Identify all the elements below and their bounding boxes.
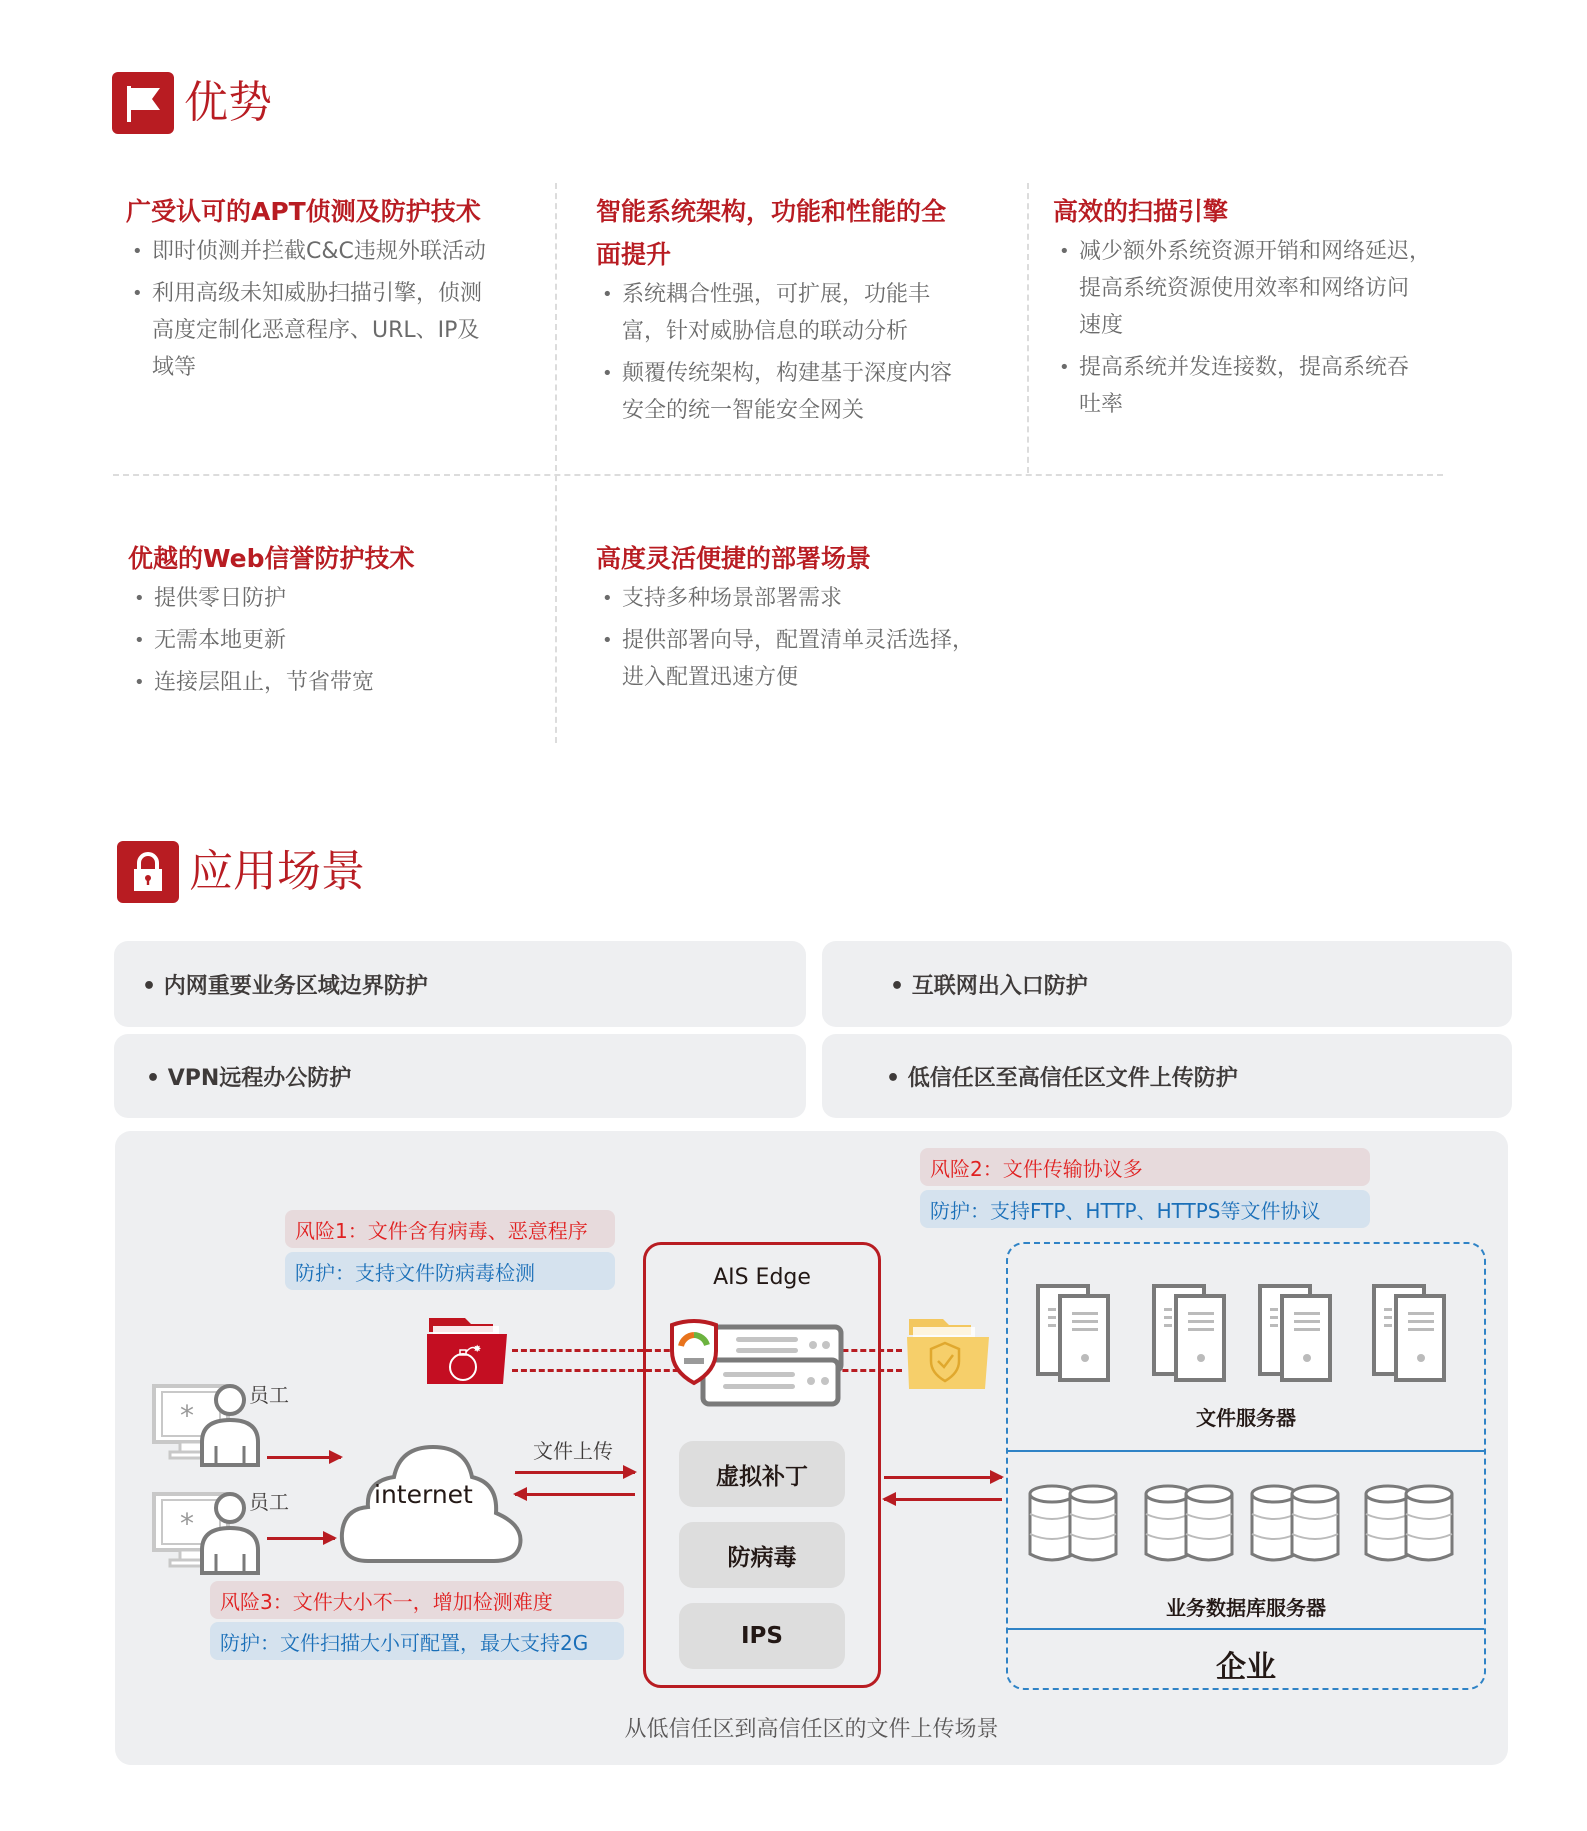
module-antivirus: 防病毒 xyxy=(679,1522,845,1588)
database-server-icons xyxy=(1026,1482,1476,1576)
employee-label: 员工 xyxy=(249,1383,289,1407)
advantage-bullet: • 减少额外系统资源开销和网络延迟， 提高系统资源使用效率和网络访问 速度 xyxy=(1053,233,1473,344)
scenario-item: • 内网重要业务区域边界防护 xyxy=(114,941,806,1027)
ais-edge-title: AIS Edge xyxy=(713,1265,811,1290)
advantages-title: 优势 xyxy=(184,77,272,128)
gateway-server-icon xyxy=(668,1315,858,1419)
advantage-card xyxy=(596,537,1036,701)
protect-tag: 防护：支持FTP、HTTP、HTTPS等文件协议 xyxy=(920,1190,1370,1228)
risk-tag: 风险2：文件传输协议多 xyxy=(920,1148,1370,1186)
risk-tag: 风险1：文件含有病毒、恶意程序 xyxy=(285,1210,615,1248)
employee-workstation-icon xyxy=(150,1488,260,1587)
module-virtual-patch: 虚拟补丁 xyxy=(679,1441,845,1507)
scenario-item: • 互联网出入口防护 xyxy=(822,941,1512,1027)
arrow-right xyxy=(267,1456,341,1459)
advantage-bullet: • 利用高级未知威胁扫描引擎，侦测 高度定制化恶意程序、URL、IP及 域等 xyxy=(126,275,546,386)
advantage-title: 优越的Web信誉防护技术 xyxy=(128,544,415,573)
safe-folder-icon xyxy=(905,1315,991,1395)
malicious-folder-icon xyxy=(423,1312,511,1392)
advantage-bullet: • 连接层阻止，节省带宽 xyxy=(128,664,548,701)
diagram-caption: 从低信任区到高信任区的文件上传场景 xyxy=(624,1717,999,1742)
advantage-title: 智能系统架构，功能和性能的全 面提升 xyxy=(596,197,947,269)
enterprise-zone xyxy=(1006,1242,1486,1690)
internet-label: internet xyxy=(374,1480,473,1509)
advantage-bullet: • 颠覆传统架构，构建基于深度内容 安全的统一智能安全网关 xyxy=(596,355,1016,429)
protect-tag: 防护：支持文件防病毒检测 xyxy=(285,1252,615,1290)
lock-icon xyxy=(117,841,179,903)
advantage-card xyxy=(126,190,546,391)
divider-horizontal xyxy=(113,474,1443,476)
advantage-title: 广受认可的APT侦测及防护技术 xyxy=(126,197,481,226)
enterprise-label: 企业 xyxy=(1216,1650,1276,1685)
arrow-response xyxy=(515,1493,635,1496)
advantage-card xyxy=(596,190,1016,434)
svg-text:*: * xyxy=(180,1399,194,1432)
enterprise-divider xyxy=(1008,1628,1484,1630)
employee-label: 员工 xyxy=(249,1490,289,1514)
advantage-card xyxy=(1053,190,1473,428)
divider-vertical xyxy=(1027,183,1029,473)
scenario-item: • VPN远程办公防护 xyxy=(114,1034,806,1118)
advantage-bullet: • 提供部署向导，配置清单灵活选择， 进入配置迅速方便 xyxy=(596,622,1036,696)
protect-tag: 防护：文件扫描大小可配置，最大支持2G xyxy=(210,1622,624,1660)
advantage-card xyxy=(128,537,548,706)
file-servers-label: 文件服务器 xyxy=(1196,1406,1296,1430)
advantage-bullet: • 无需本地更新 xyxy=(128,622,548,659)
advantage-bullet: • 提供零日防护 xyxy=(128,580,548,617)
arrow-from-enterprise xyxy=(884,1498,1002,1501)
enterprise-divider xyxy=(1008,1450,1484,1452)
advantage-bullet: • 提高系统并发连接数，提高系统吞 吐率 xyxy=(1053,349,1473,423)
arrow-upload xyxy=(515,1471,635,1474)
file-server-icons xyxy=(1034,1282,1474,1386)
flag-icon xyxy=(112,72,174,134)
scenario-item: • 低信任区至高信任区文件上传防护 xyxy=(822,1034,1512,1118)
divider-vertical xyxy=(555,183,557,743)
advantage-bullet: • 支持多种场景部署需求 xyxy=(596,580,1036,617)
risk-tag: 风险3：文件大小不一，增加检测难度 xyxy=(210,1581,624,1619)
advantage-bullet: • 系统耦合性强，可扩展，功能丰 富，针对威胁信息的联动分析 xyxy=(596,276,1016,350)
arrow-right xyxy=(267,1537,335,1540)
ais-edge-box xyxy=(643,1242,881,1688)
upload-label: 文件上传 xyxy=(533,1439,613,1463)
db-servers-label: 业务数据库服务器 xyxy=(1166,1596,1326,1620)
advantage-title: 高效的扫描引擎 xyxy=(1053,197,1229,226)
svg-text:✸: ✸ xyxy=(473,1344,482,1355)
employee-workstation-icon xyxy=(150,1380,260,1479)
scenarios-header xyxy=(117,841,365,903)
svg-text:*: * xyxy=(180,1507,194,1540)
advantage-title: 高度灵活便捷的部署场景 xyxy=(596,544,872,573)
module-ips: IPS xyxy=(679,1603,845,1669)
advantages-header xyxy=(112,72,272,134)
advantage-bullet: • 即时侦测并拦截C&C违规外联活动 xyxy=(126,233,546,270)
scenarios-title: 应用场景 xyxy=(189,846,365,897)
arrow-to-enterprise xyxy=(884,1476,1002,1479)
